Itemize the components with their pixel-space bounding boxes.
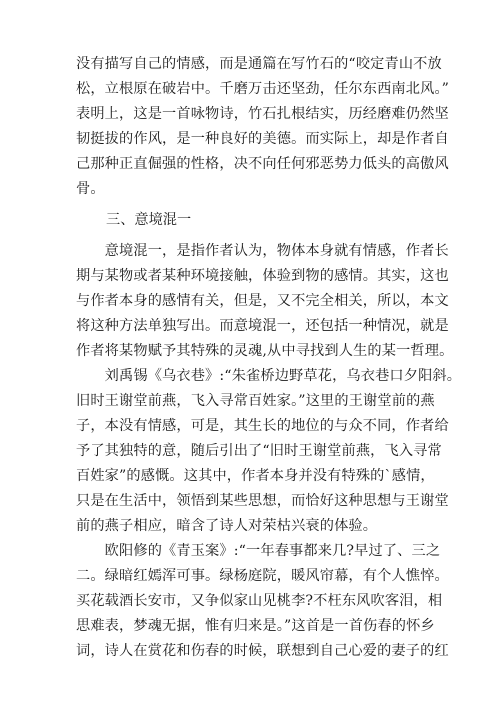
text-line: 期与某物或者某种环境接触，体验到物的感情。其实，这也	[76, 268, 449, 284]
text-line: 意境混一，是指作者认为，物体本身就有情感，作者长	[76, 243, 449, 259]
section-heading: 三、意境混一	[106, 212, 192, 228]
text-line: 欧阳修的《青玉案》:“一年春事都来几?早过了、三之	[76, 543, 441, 559]
text-line: 词，诗人在赏花和伤春的时候，联想到自己心爱的妻子的红	[76, 643, 449, 659]
text-line: 只是在生活中，领悟到某些思想，而恰好这种思想与王谢堂	[76, 493, 449, 509]
text-line: 旧时王谢堂前燕，飞入寻常百姓家。”这里的王谢堂前的燕	[76, 393, 435, 409]
text-line: 骨。	[76, 181, 105, 197]
text-line: 刘禹锡《乌衣巷》:“朱雀桥边野草花，乌衣巷口夕阳斜。	[76, 368, 462, 384]
text-line: 作者将某物赋予其特殊的灵魂,从中寻找到人生的某一哲理。	[76, 343, 454, 359]
paragraph-4	[76, 539, 449, 664]
paragraph-3	[76, 364, 462, 539]
text-line: 子，本没有情感，可是，其生长的地位的与众不同，作者给	[76, 418, 449, 434]
text-line: 思难表，梦魂无据，惟有归来是。”这首是一首伤春的怀乡	[76, 618, 435, 634]
text-line: 买花载酒长安市，又争似家山见桃李?不枉东风吹客泪，相	[76, 593, 443, 609]
text-line: 百姓家”的感慨。这其中，作者本身并没有特殊的`感情，	[76, 468, 435, 484]
text-line: 予了其独特的意，随后引出了“旧时王谢堂前燕，飞入寻常	[76, 443, 442, 459]
document-page	[76, 52, 462, 664]
text-line: 前的燕子相应，暗含了诗人对荣枯兴衰的体验。	[76, 518, 378, 534]
text-line: 二。绿暗红嫣浑可事。绿杨庭院，暖风帘幕，有个人憔悴。	[76, 568, 449, 584]
paragraph-2	[76, 239, 454, 364]
text-line: 韧挺拔的作风，是一种良好的美德。而实际上，却是作者自	[76, 131, 449, 147]
text-line: 没有描写自己的情感，而是通篇在写竹石的“咬定青山不放	[76, 56, 442, 72]
text-line: 与作者本身的感情有关，但是，又不完全相关，所以，本文	[76, 293, 449, 309]
text-line: 松，立根原在破岩中。千磨万击还坚劲，任尔东西南北风。”	[76, 81, 450, 97]
text-line: 己那种正直倔强的性格，决不向任何邪恶势力低头的高傲风	[76, 156, 449, 172]
paragraph-1	[76, 52, 450, 202]
text-line: 表明上，这是一首咏物诗，竹石扎根结实，历经磨难仍然坚	[76, 106, 449, 122]
text-line: 将这种方法单独写出。而意境混一，还包括一种情况，就是	[76, 318, 449, 334]
